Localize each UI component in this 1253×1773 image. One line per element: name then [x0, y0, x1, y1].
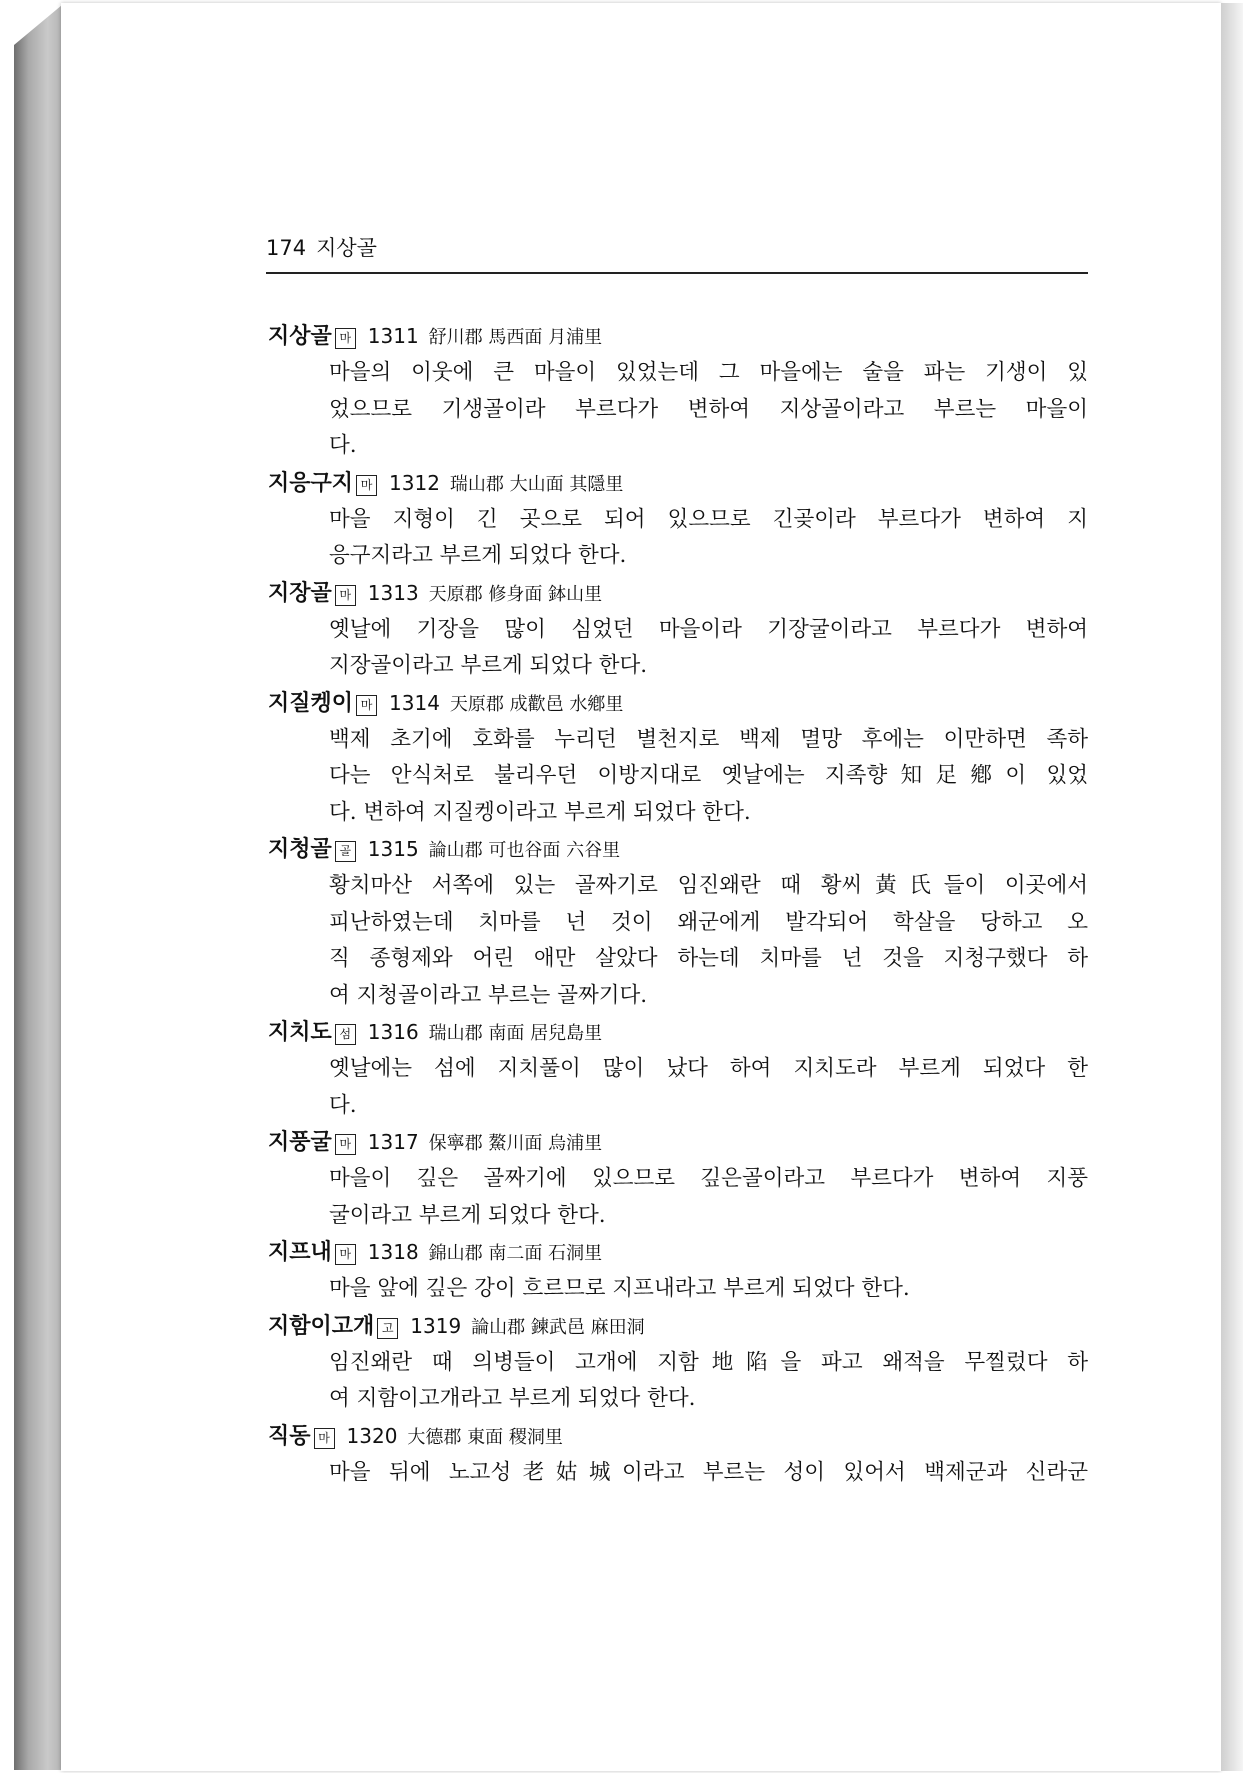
description-line: 다는 안식처로 불리우던 이방지대로 옛날에는 지족향知足鄕이 있었 — [329, 763, 1088, 788]
entry-description — [329, 1161, 1088, 1234]
description-line: 황치마산 서쪽에 있는 골짜기로 임진왜란 때 황씨黃氏들이 이곳에서 — [329, 873, 1088, 898]
entry-description — [329, 502, 1088, 575]
entry-description — [329, 1455, 1088, 1492]
entry-location: 舒川郡 馬西面 月浦里 — [428, 327, 603, 348]
entry-code: 1316 — [367, 1020, 419, 1044]
entry-heading — [268, 1308, 1088, 1345]
description-line: 다. 변하여 지질켕이라고 부르게 되었다 한다. — [329, 799, 751, 825]
entry — [268, 685, 1088, 832]
page-number: 174 — [266, 236, 307, 260]
entry-term: 지프내 — [268, 1240, 332, 1265]
running-head — [266, 230, 1088, 274]
entry-code: 1315 — [367, 837, 419, 861]
description-line: 지장골이라고 부르게 되었다 한다. — [329, 653, 648, 678]
entry-term: 지장골 — [268, 580, 332, 606]
page-right-shadow — [1221, 3, 1243, 1771]
description-line: 마을 앞에 깊은 강이 흐르므로 지프내라고 부르게 되었다 한다. — [329, 1276, 910, 1301]
description-line: 옛날에는 섬에 지치풀이 많이 났다 하여 지치도라 부르게 되었다 한 — [329, 1056, 1088, 1081]
entry-list — [268, 318, 1088, 1491]
description-line: 임진왜란 때 의병들이 고개에 지함地陷을 파고 왜적을 무찔렀다 하 — [329, 1349, 1088, 1375]
category-mark: 골 — [335, 841, 356, 862]
entry — [268, 831, 1088, 1014]
running-head-title: 지상골 — [316, 236, 377, 260]
entry-description — [329, 1345, 1088, 1418]
entry-description — [329, 1051, 1088, 1124]
entry-heading — [268, 1418, 1088, 1455]
book-spine-edge — [14, 5, 62, 1770]
entry-term: 지치도 — [268, 1020, 332, 1045]
entry-code: 1320 — [346, 1423, 398, 1448]
description-line: 마을 지형이 긴 곳으로 되어 있으므로 긴곶이라 부르다가 변하여 지 — [329, 506, 1088, 532]
entry-description — [329, 612, 1088, 685]
entry-location: 錦山郡 南二面 石洞里 — [428, 1243, 603, 1264]
description-line: 피난하였는데 치마를 넌 것이 왜군에게 발각되어 학살을 당하고 오 — [329, 909, 1088, 935]
description-line: 다. — [329, 433, 357, 458]
entry-code: 1313 — [367, 580, 419, 605]
entry-code: 1318 — [367, 1240, 419, 1264]
entry-term: 지함이고개 — [268, 1313, 375, 1339]
description-line: 직 종형제와 어린 애만 살았다 하는데 치마를 넌 것을 지청구했다 하 — [329, 946, 1088, 971]
description-line: 마을 뒤에 노고성老姑城이라고 부르는 성이 있어서 백제군과 신라군 — [329, 1459, 1088, 1485]
entry-code: 1317 — [367, 1130, 419, 1154]
description-line: 다. — [329, 1092, 357, 1118]
entry-code: 1311 — [367, 324, 419, 348]
entry-heading — [268, 1234, 1088, 1271]
entry-location: 保寧郡 鰲川面 烏浦里 — [428, 1133, 603, 1154]
entry-location: 天原郡 修身面 鉢山里 — [428, 583, 603, 605]
entry — [268, 1124, 1088, 1234]
description-line: 었으므로 기생골이라 부르다가 변하여 지상골이라고 부르는 마을이 — [329, 396, 1088, 422]
entry-heading — [268, 1124, 1088, 1161]
entry-location: 論山郡 鍊武邑 麻田洞 — [471, 1316, 645, 1338]
category-mark: 마 — [356, 695, 377, 716]
description-line: 여 지함이고개라고 부르게 되었다 한다. — [329, 1386, 696, 1411]
entry-location: 瑞山郡 大山面 其隱里 — [449, 473, 624, 495]
entry-description — [329, 1271, 1088, 1308]
entry-location: 天原郡 成歡邑 水鄕里 — [449, 693, 624, 715]
entry-term: 직동 — [268, 1423, 311, 1449]
entry-location: 瑞山郡 南面 居兒島里 — [428, 1023, 603, 1044]
entry-heading — [268, 318, 1088, 355]
entry-code: 1312 — [389, 470, 440, 495]
category-mark: 마 — [335, 585, 356, 606]
entry-code: 1319 — [410, 1313, 462, 1338]
category-mark: 고 — [377, 1318, 398, 1339]
entry-term: 지질켕이 — [268, 690, 354, 716]
description-line: 굴이라고 부르게 되었다 한다. — [329, 1202, 606, 1228]
entry-term: 지풍굴 — [268, 1130, 332, 1155]
description-line: 응구지라고 부르게 되었다 한다. — [329, 543, 627, 568]
description-line: 마을이 깊은 골짜기에 있으므로 깊은골이라고 부르다가 변하여 지풍 — [329, 1166, 1088, 1191]
entry-heading — [268, 685, 1088, 722]
description-line: 옛날에 기장을 많이 심었던 마을이라 기장굴이라고 부르다가 변하여 — [329, 616, 1088, 642]
entry-heading — [268, 831, 1088, 868]
entry — [268, 1234, 1088, 1308]
entry-term: 지응구지 — [268, 470, 354, 496]
entry — [268, 318, 1088, 465]
entry-location: 論山郡 可也谷面 六谷里 — [428, 840, 621, 861]
entry-heading — [268, 1014, 1088, 1051]
entry-heading — [268, 465, 1088, 502]
entry-code: 1314 — [389, 690, 440, 715]
entry — [268, 465, 1088, 575]
category-mark: 마 — [335, 1134, 356, 1155]
entry-term: 지청골 — [268, 837, 332, 862]
description-line: 마을의 이웃에 큰 마을이 있었는데 그 마을에는 술을 파는 기생이 있 — [329, 360, 1088, 385]
entry-location: 大德郡 東面 稷洞里 — [407, 1426, 563, 1448]
entry-term: 지상골 — [268, 324, 332, 349]
category-mark: 마 — [356, 475, 377, 496]
entry — [268, 1014, 1088, 1124]
entry-description — [329, 722, 1088, 832]
entry — [268, 1418, 1088, 1492]
category-mark: 마 — [314, 1428, 335, 1449]
description-line: 여 지청골이라고 부르는 골짜기다. — [329, 982, 648, 1008]
entry-description — [329, 355, 1088, 465]
category-mark: 마 — [335, 328, 356, 349]
entry — [268, 575, 1088, 685]
category-mark: 마 — [335, 1244, 356, 1265]
description-line: 백제 초기에 호화를 누리던 별천지로 백제 멸망 후에는 이만하면 족하 — [329, 726, 1088, 752]
category-mark: 섬 — [335, 1024, 356, 1045]
entry — [268, 1308, 1088, 1418]
entry-description — [329, 868, 1088, 1014]
entry-heading — [268, 575, 1088, 612]
